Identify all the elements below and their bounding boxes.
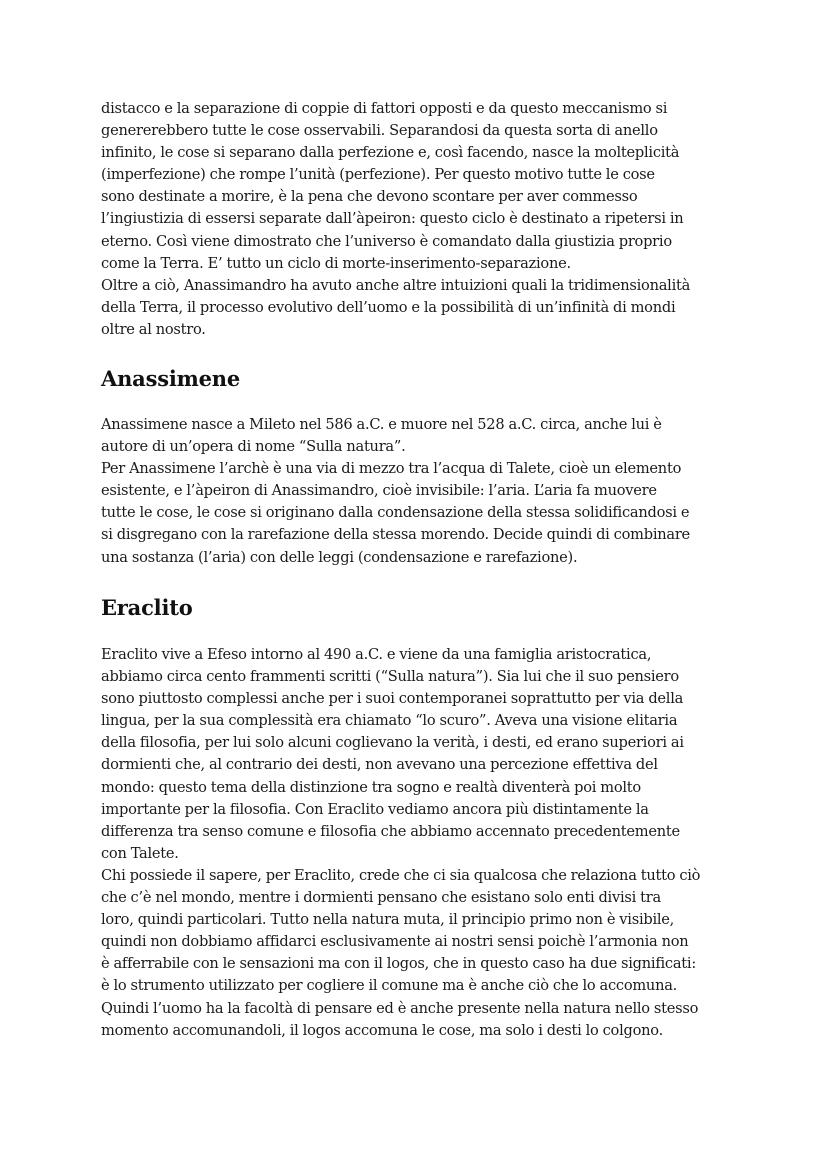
- text-line: genererebbero tutte le cose osservabili. Separandosi da questa sorta di anello: [101, 122, 658, 140]
- text-line: che c’è nel mondo, mentre i dormienti pensano che esistano solo enti divisi tra: [101, 889, 661, 907]
- text-line: distacco e la separazione di coppie di fattori opposti e da questo meccanismo si: [101, 100, 668, 117]
- text-line: Per Anassimene l’archè è una via di mezzo tra l’acqua di Talete, cioè un elemento: [101, 460, 682, 478]
- text-line: sono destinate a morire, è la pena che devono scontare per aver commesso: [101, 188, 638, 206]
- text-line: della Terra, il processo evolutivo dell’uomo e la possibilità di un’infinità di mondi: [101, 298, 676, 316]
- section-paragraph-anassimene: [101, 414, 690, 569]
- section-paragraph-eraclito: [101, 644, 700, 1042]
- intro-paragraph: [101, 98, 690, 341]
- text-line: della filosofia, per lui solo alcuni coglievano la verità, i desti, ed erano superiori ai: [101, 734, 684, 752]
- text-line: mondo: questo tema della distinzione tra sogno e realtà diventerà poi molto: [101, 778, 641, 796]
- text-line: è lo strumento utilizzato per cogliere il comune ma è anche ciò che lo accomuna.: [101, 977, 678, 995]
- text-line: dormienti che, al contrario dei desti, non avevano una percezione effettiva del: [101, 756, 658, 774]
- section-heading-anassimene: Anassimene: [101, 366, 241, 391]
- section-heading-eraclito: Eraclito: [101, 595, 193, 620]
- text-line: Quindi l’uomo ha la facoltà di pensare ed è anche presente nella natura nello stesso: [101, 999, 699, 1017]
- text-line: l’ingiustizia di essersi separate dall’àpeiron: questo ciclo è destinato a ripetersi in: [101, 210, 684, 228]
- text-line: Chi possiede il sapere, per Eraclito, crede che ci sia qualcosa che relaziona tutto ciò: [101, 866, 701, 884]
- text-line: con Talete.: [101, 844, 179, 862]
- text-line: oltre al nostro.: [101, 320, 206, 338]
- text-line: importante per la filosofia. Con Eraclito vediamo ancora più distintamente la: [101, 800, 649, 818]
- text-line: autore di un’opera di nome “Sulla natura”.: [101, 438, 406, 456]
- text-line: è afferrabile con le sensazioni ma con il logos, che in questo caso ha due significati:: [101, 955, 696, 973]
- text-line: si disgregano con la rarefazione della stessa morendo. Decide quindi di combinare: [101, 526, 690, 544]
- text-line: loro, quindi particolari. Tutto nella natura muta, il principio primo non è visibile,: [101, 911, 675, 929]
- text-line: Anassimene nasce a Mileto nel 586 a.C. e muore nel 528 a.C. circa, anche lui è: [101, 416, 662, 433]
- text-line: (imperfezione) che rompe l’unità (perfezione). Per questo motivo tutte le cose: [101, 166, 655, 184]
- text-line: differenza tra senso comune e filosofia che abbiamo accennato precedentemente: [101, 822, 680, 840]
- text-line: come la Terra. E’ tutto un ciclo di morte-inserimento-separazione.: [101, 254, 571, 272]
- text-line: esistente, e l’àpeiron di Anassimandro, cioè invisibile: l’aria. L’aria fa muovere: [101, 482, 657, 500]
- text-line: momento accomunandoli, il logos accomuna le cose, ma solo i desti lo colgono.: [101, 1021, 663, 1039]
- text-line: Eraclito vive a Efeso intorno al 490 a.C. e viene da una famiglia aristocratica,: [101, 646, 652, 663]
- text-line: tutte le cose, le cose si originano dalla condensazione della stessa solidificandosi e: [101, 504, 690, 522]
- text-line: una sostanza (l’aria) con delle leggi (condensazione e rarefazione).: [101, 548, 578, 566]
- text-line: Oltre a ciò, Anassimandro ha avuto anche altre intuizioni quali la tridimensionalità: [101, 276, 691, 294]
- text-line: sono piuttosto complessi anche per i suoi contemporanei soprattutto per via della: [101, 690, 684, 708]
- text-line: quindi non dobbiamo affidarci esclusivamente ai nostri sensi poichè l’armonia non: [101, 933, 689, 951]
- text-line: infinito, le cose si separano dalla perfezione e, così facendo, nasce la molteplicità: [101, 144, 680, 162]
- text-line: eterno. Così viene dimostrato che l’universo è comandato dalla giustizia proprio: [101, 232, 672, 250]
- text-line: abbiamo circa cento frammenti scritti (“Sulla natura”). Sia lui che il suo pensiero: [101, 668, 679, 686]
- text-line: lingua, per la sua complessità era chiamato “lo scuro”. Aveva una visione elitaria: [101, 712, 678, 730]
